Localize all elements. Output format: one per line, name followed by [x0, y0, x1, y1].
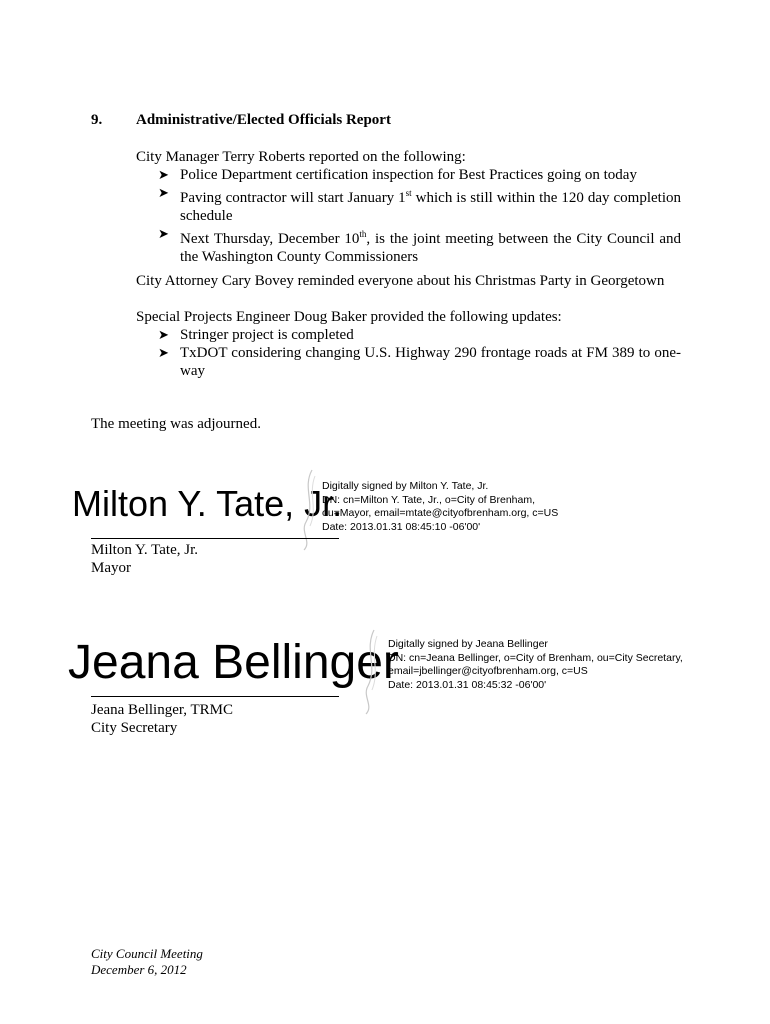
page-footer: [91, 946, 203, 978]
signature-line: [91, 538, 339, 539]
list-item-text: Stringer project is completed: [180, 327, 354, 343]
signature-seal-mark-icon: [298, 468, 320, 552]
signature-image: Jeana Bellinger: [68, 636, 399, 689]
list-item: [136, 225, 681, 266]
section-number: 9.: [91, 112, 103, 128]
engineer-list: [136, 326, 681, 380]
list-item: [136, 326, 681, 344]
list-item-text: Police Department certification inspection for Best Practices going on today: [180, 167, 637, 183]
digital-signature-info: [322, 480, 558, 534]
list-item-text: Paving contractor will start January 1: [180, 190, 406, 206]
arrow-bullet-icon: ➤: [158, 185, 169, 200]
signer-details: [91, 701, 233, 737]
section-heading: [91, 112, 391, 129]
digital-signature-line: Date: 2013.01.31 08:45:10 -06'00': [322, 520, 481, 533]
arrow-bullet-icon: ➤: [158, 226, 169, 241]
arrow-bullet-icon: ➤: [158, 327, 169, 342]
arrow-bullet-icon: ➤: [158, 345, 169, 360]
digital-signature-line: email=jbellinger@cityofbrenham.org, c=US: [388, 665, 588, 677]
digital-signature-line: Digitally signed by Milton Y. Tate, Jr.: [322, 480, 489, 492]
list-item: [136, 184, 681, 225]
footer-meeting-name: City Council Meeting: [91, 946, 203, 961]
arrow-bullet-icon: ➤: [158, 167, 169, 182]
digital-signature-line: ou=Mayor, email=mtate@cityofbrenham.org, c=US: [322, 507, 559, 519]
signer-details: [91, 541, 198, 577]
city-manager-list: [136, 166, 681, 266]
city-attorney-report: [136, 272, 681, 290]
engineer-report: [136, 308, 681, 380]
signer-name: Jeana Bellinger, TRMC: [91, 702, 234, 718]
list-item-text: which is still within the 120 day completion schedule: [180, 190, 681, 224]
digital-signature-line: Digitally signed by Jeana Bellinger: [388, 638, 548, 650]
footer-meeting-date: December 6, 2012: [91, 962, 187, 977]
signature-image: Milton Y. Tate, Jr.: [72, 483, 343, 524]
digital-signature-line: DN: cn=Jeana Bellinger, o=City of Brenham, ou=City Secretary,: [388, 651, 683, 664]
list-item-text: , is the joint meeting between the City Council and the Washington County Commissioners: [180, 231, 681, 265]
signature-seal-mark-icon: [360, 628, 382, 716]
list-item-text: TxDOT considering changing U.S. Highway 290 frontage roads at FM 389 to one-way: [180, 345, 681, 379]
digital-signature-info: [388, 638, 683, 692]
digital-signature-line: DN: cn=Milton Y. Tate, Jr., o=City of Brenham,: [322, 493, 536, 506]
ordinal-suffix: th: [359, 229, 367, 239]
signer-title: City Secretary: [91, 720, 178, 736]
signer-name: Milton Y. Tate, Jr.: [91, 542, 199, 558]
city-manager-intro: City Manager Terry Roberts reported on the following:: [136, 149, 466, 165]
list-item: [136, 344, 681, 380]
engineer-intro: Special Projects Engineer Doug Baker provided the following updates:: [136, 309, 562, 325]
signer-title: Mayor: [91, 560, 131, 576]
adjourned-text: The meeting was adjourned.: [91, 416, 261, 432]
signature-line: [91, 696, 339, 697]
city-attorney-text: City Attorney Cary Bovey reminded everyone about his Christmas Party in Georgetown: [136, 273, 665, 289]
city-manager-report: [136, 148, 681, 266]
digital-signature-line: Date: 2013.01.31 08:45:32 -06'00': [388, 678, 547, 691]
list-item-text: Next Thursday, December 10: [180, 231, 360, 247]
section-title: Administrative/Elected Officials Report: [136, 112, 391, 128]
list-item: [136, 166, 681, 184]
ordinal-suffix: st: [405, 188, 412, 198]
